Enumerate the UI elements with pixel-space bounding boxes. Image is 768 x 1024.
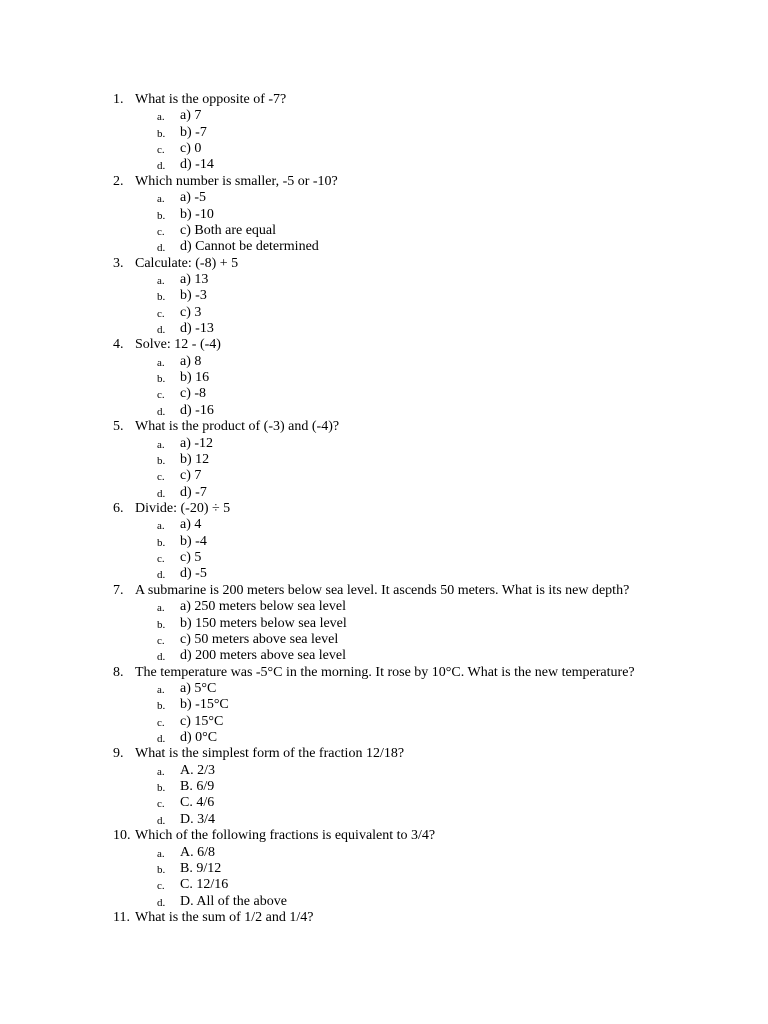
option-text: b) 16 — [180, 370, 210, 386]
question-item — [0, 174, 768, 256]
question-text: Which number is smaller, -5 or -10? — [135, 173, 338, 189]
answer-option — [0, 632, 768, 648]
question-text: Which of the following fractions is equivalent to 3/4? — [135, 828, 436, 844]
option-letter: d. — [157, 324, 166, 337]
option-letter: c. — [157, 144, 165, 157]
answer-option — [0, 795, 768, 811]
option-text: a) -5 — [180, 190, 207, 206]
option-text: b) 12 — [180, 451, 210, 467]
option-text: d) -16 — [180, 402, 214, 418]
answer-option — [0, 190, 768, 206]
option-text: D. All of the above — [180, 893, 287, 909]
question-text: What is the product of (-3) and (-4)? — [135, 419, 340, 435]
option-text: c) 5 — [180, 550, 202, 566]
option-text: a) 13 — [180, 271, 209, 287]
option-letter: b. — [157, 127, 166, 140]
option-letter: d. — [157, 569, 166, 582]
question-number: 7. — [113, 582, 124, 598]
answer-option — [0, 681, 768, 697]
answer-option — [0, 697, 768, 713]
option-list — [0, 436, 768, 501]
option-letter: a. — [157, 765, 165, 778]
option-text: C. 12/16 — [180, 877, 229, 893]
option-text: d) 200 meters above sea level — [180, 648, 346, 664]
option-text: d) -14 — [180, 157, 214, 173]
option-text: b) 150 meters below sea level — [180, 615, 347, 631]
question-item — [0, 419, 768, 501]
answer-option — [0, 370, 768, 386]
answer-option — [0, 403, 768, 419]
option-letter: b. — [157, 454, 166, 467]
option-letter: d. — [157, 651, 166, 664]
question-line — [0, 665, 768, 681]
question-number: 2. — [113, 173, 124, 189]
answer-option — [0, 534, 768, 550]
option-list — [0, 599, 768, 664]
option-text: c) -8 — [180, 386, 207, 402]
answer-option — [0, 550, 768, 566]
question-item — [0, 746, 768, 828]
answer-option — [0, 763, 768, 779]
question-number: 6. — [113, 500, 124, 516]
answer-option — [0, 779, 768, 795]
question-number: 11. — [113, 909, 130, 925]
option-text: c) 7 — [180, 468, 202, 484]
option-text: d) -5 — [180, 566, 207, 582]
option-letter: a. — [157, 438, 165, 451]
option-text: b) -15°C — [180, 697, 229, 713]
option-letter: a. — [157, 683, 165, 696]
answer-option — [0, 288, 768, 304]
option-text: b) -7 — [180, 124, 207, 140]
answer-option — [0, 468, 768, 484]
question-text: What is the sum of 1/2 and 1/4? — [135, 909, 314, 925]
question-line — [0, 174, 768, 190]
option-list — [0, 763, 768, 828]
answer-option — [0, 239, 768, 255]
option-text: B. 6/9 — [180, 779, 215, 795]
option-letter: c. — [157, 471, 165, 484]
question-line — [0, 337, 768, 353]
question-number: 1. — [113, 92, 124, 107]
question-line — [0, 501, 768, 517]
answer-option — [0, 272, 768, 288]
option-letter: d. — [157, 814, 166, 827]
question-line — [0, 910, 768, 926]
option-text: C. 4/6 — [180, 795, 215, 811]
answer-option — [0, 452, 768, 468]
answer-option — [0, 485, 768, 501]
option-letter: d. — [157, 733, 166, 746]
answer-option — [0, 714, 768, 730]
option-text: c) 50 meters above sea level — [180, 631, 339, 647]
option-list — [0, 845, 768, 910]
question-number: 10. — [113, 828, 131, 844]
question-text: Solve: 12 - (-4) — [135, 337, 221, 353]
option-letter: c. — [157, 716, 165, 729]
question-number: 8. — [113, 664, 124, 680]
option-text: a) 8 — [180, 353, 202, 369]
answer-option — [0, 321, 768, 337]
option-text: d) -13 — [180, 321, 214, 337]
question-number: 9. — [113, 746, 124, 762]
answer-option — [0, 157, 768, 173]
question-line — [0, 746, 768, 762]
option-text: D. 3/4 — [180, 811, 215, 827]
option-letter: d. — [157, 242, 166, 255]
option-letter: a. — [157, 193, 165, 206]
answer-option — [0, 436, 768, 452]
option-letter: b. — [157, 373, 166, 386]
option-letter: b. — [157, 209, 166, 222]
option-text: d) 0°C — [180, 730, 218, 746]
question-text: What is the opposite of -7? — [135, 92, 287, 107]
option-letter: c. — [157, 307, 165, 320]
option-text: a) 250 meters below sea level — [180, 599, 346, 615]
question-number: 4. — [113, 337, 124, 353]
question-text: A submarine is 200 meters below sea level. It ascends 50 meters. What is its new depth? — [135, 582, 630, 598]
option-text: d) -7 — [180, 484, 207, 500]
option-letter: d. — [157, 487, 166, 500]
option-text: A. 2/3 — [180, 762, 215, 778]
option-letter: d. — [157, 405, 166, 418]
option-letter: d. — [157, 896, 166, 909]
question-text: The temperature was -5°C in the morning. It rose by 10°C. What is the new temperature? — [135, 664, 635, 680]
question-line — [0, 419, 768, 435]
option-text: c) 0 — [180, 141, 202, 157]
option-letter: d. — [157, 160, 166, 173]
answer-option — [0, 648, 768, 664]
option-text: a) 4 — [180, 517, 202, 533]
option-text: a) 5°C — [180, 680, 217, 696]
question-item — [0, 501, 768, 583]
option-letter: a. — [157, 602, 165, 615]
question-item — [0, 92, 768, 174]
option-text: c) 15°C — [180, 713, 224, 729]
option-text: a) 7 — [180, 108, 202, 124]
question-item — [0, 583, 768, 665]
option-letter: c. — [157, 553, 165, 566]
option-text: c) Both are equal — [180, 222, 277, 238]
option-text: b) -3 — [180, 288, 207, 304]
option-letter: c. — [157, 634, 165, 647]
question-line — [0, 92, 768, 108]
option-list — [0, 190, 768, 255]
option-text: b) -10 — [180, 206, 214, 222]
option-letter: c. — [157, 225, 165, 238]
option-text: b) -4 — [180, 533, 207, 549]
question-number: 3. — [113, 255, 124, 271]
answer-option — [0, 386, 768, 402]
answer-option — [0, 207, 768, 223]
answer-option — [0, 517, 768, 533]
option-list — [0, 108, 768, 173]
answer-option — [0, 125, 768, 141]
answer-option — [0, 877, 768, 893]
option-text: c) 3 — [180, 304, 202, 320]
option-letter: a. — [157, 847, 165, 860]
question-line — [0, 828, 768, 844]
answer-option — [0, 861, 768, 877]
option-text: d) Cannot be determined — [180, 239, 319, 255]
question-line — [0, 583, 768, 599]
answer-option — [0, 599, 768, 615]
worksheet-page — [0, 92, 768, 926]
question-item — [0, 910, 768, 926]
answer-option — [0, 354, 768, 370]
answer-option — [0, 894, 768, 910]
option-text: a) -12 — [180, 435, 214, 451]
question-item — [0, 256, 768, 338]
option-letter: b. — [157, 536, 166, 549]
answer-option — [0, 812, 768, 828]
option-letter: b. — [157, 863, 166, 876]
answer-option — [0, 108, 768, 124]
option-list — [0, 272, 768, 337]
question-text: Divide: (-20) ÷ 5 — [135, 500, 231, 516]
answer-option — [0, 305, 768, 321]
option-letter: a. — [157, 274, 165, 287]
answer-option — [0, 141, 768, 157]
option-list — [0, 517, 768, 582]
option-text: A. 6/8 — [180, 844, 215, 860]
option-letter: a. — [157, 520, 165, 533]
option-letter: b. — [157, 700, 166, 713]
question-text: Calculate: (-8) + 5 — [135, 255, 239, 271]
answer-option — [0, 566, 768, 582]
question-line — [0, 256, 768, 272]
option-text: B. 9/12 — [180, 860, 222, 876]
option-letter: a. — [157, 111, 165, 124]
question-item — [0, 337, 768, 419]
option-letter: b. — [157, 291, 166, 304]
answer-option — [0, 845, 768, 861]
question-item — [0, 828, 768, 910]
option-letter: b. — [157, 782, 166, 795]
option-letter: a. — [157, 356, 165, 369]
answer-option — [0, 730, 768, 746]
option-list — [0, 354, 768, 419]
answer-option — [0, 616, 768, 632]
option-letter: c. — [157, 880, 165, 893]
option-letter: b. — [157, 618, 166, 631]
question-number: 5. — [113, 419, 124, 435]
question-text: What is the simplest form of the fraction 12/18? — [135, 746, 405, 762]
option-list — [0, 681, 768, 746]
option-letter: c. — [157, 389, 165, 402]
option-letter: c. — [157, 798, 165, 811]
question-list — [0, 92, 768, 926]
answer-option — [0, 223, 768, 239]
question-item — [0, 665, 768, 747]
